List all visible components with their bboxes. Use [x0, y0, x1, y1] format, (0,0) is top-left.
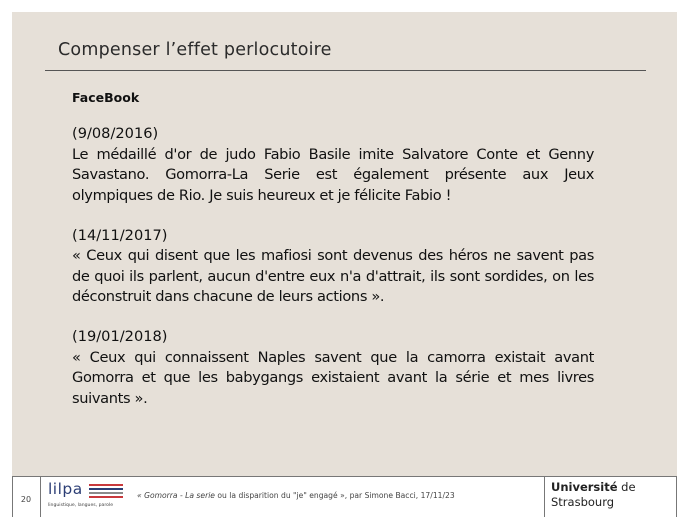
footer-separator	[544, 476, 545, 517]
post-text: Le médaillé d'or de judo Fabio Basile imite Salvatore Conte et Genny Savastano. Gomorra-La Serie est également présente aux Jeux olympiques de Rio. Je suis heureux et je félicite Fabio !	[72, 145, 594, 204]
post-3	[72, 327, 594, 409]
logo-bars-icon	[89, 484, 123, 500]
post-1	[72, 124, 594, 206]
footer-border-right	[676, 476, 677, 517]
lilpa-logo	[45, 479, 127, 513]
slide-content	[72, 90, 594, 429]
citation-title: « Gomorra - La serie	[137, 491, 215, 500]
page-number: 20	[20, 495, 32, 504]
slide-title: Compenser l’effet perlocutoire	[58, 40, 332, 60]
post-text: « Ceux qui disent que les mafiosi sont devenus des héros ne savent pas de quoi ils parlent, aucun d'entre eux n'a d'attrait, ils sont sordides, on les déconstruit dans chacune de leurs actions ».	[72, 247, 594, 305]
title-divider	[45, 70, 646, 71]
post-date: (19/01/2018)	[72, 328, 168, 345]
university-name	[551, 480, 636, 510]
university-bold: Université	[551, 480, 618, 494]
logo-text: lilpa	[48, 480, 83, 498]
post-date: (9/08/2016)	[72, 125, 159, 142]
university-city: Strasbourg	[551, 495, 615, 509]
logo-bar	[89, 492, 123, 494]
logo-bar	[89, 484, 123, 486]
post-text: « Ceux qui connaissent Naples savent que la camorra existait avant Gomorra et que les babygangs existaient avant la série et mes livres suivants ».	[72, 348, 594, 407]
footer-separator	[40, 476, 41, 517]
citation-details: ou la disparition du "je" engagé », par Simone Bacci, 17/11/23	[214, 491, 455, 500]
footer-divider	[12, 476, 677, 477]
source-label: FaceBook	[72, 90, 140, 105]
logo-bar	[89, 488, 123, 490]
university-de: de	[617, 480, 636, 494]
logo-tagline: linguistique, langues, parole	[48, 503, 114, 508]
footer-citation	[137, 491, 455, 500]
logo-bar	[89, 496, 123, 498]
post-date: (14/11/2017)	[72, 226, 168, 244]
post-2	[72, 226, 594, 308]
slide-footer	[0, 476, 689, 517]
